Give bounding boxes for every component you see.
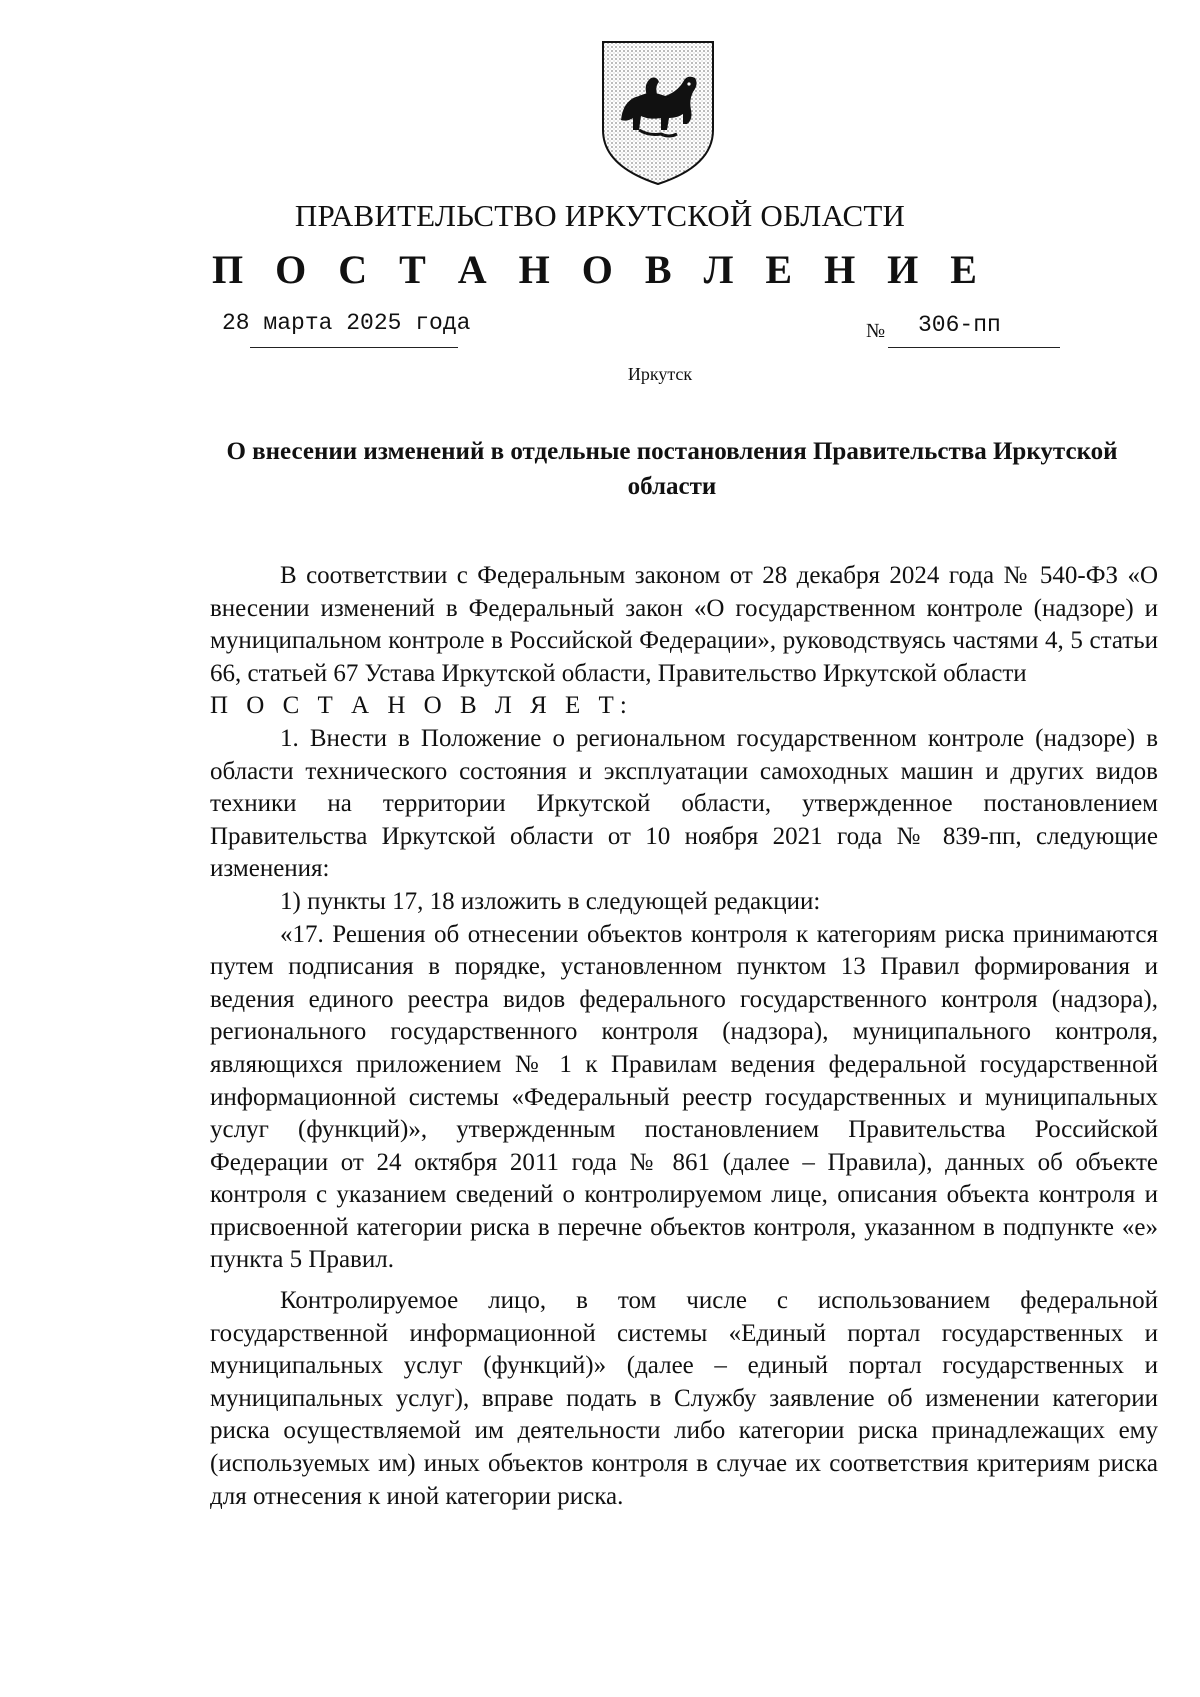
resolves-line: П О С Т А Н О В Л Я Е Т:	[210, 692, 633, 720]
document-number: 306-пп	[918, 312, 1001, 338]
controlled-person-paragraph: Контролируемое лицо, в том числе с использованием федеральной государственной информационной системы «Единый портал государственных и муниципальных услуг (функций)» (далее – единый портал государственных и муниципальных услуг), вправе подать в Службу заявление об изменении категории риска осуществляемой им деятельности либо категории риска принадлежащих ему (используемых им) иных объектов контроля в случае их соответствия критериям риска для отнесения к иной категории риска.	[210, 1287, 1158, 1510]
city-name: Иркутск	[627, 364, 693, 384]
document-title: О внесении изменений в отдельные постановления Правительства Иркутской области	[226, 438, 1118, 500]
authority-name: ПРАВИТЕЛЬСТВО ИРКУТСКОЙ ОБЛАСТИ	[294, 198, 906, 233]
document-type: П О С Т А Н О В Л Е Н И Е	[212, 247, 988, 292]
document-body	[210, 560, 1158, 1513]
preamble-paragraph: В соответствии с Федеральным законом от 28 декабря 2024 года № 540-ФЗ «О внесении изменений в Федеральный закон «О государственном контроле (надзоре) и муниципальном контроле в Российской Федерации», руководствуясь частями 4, 5 статьи 66, статьей 67 Устава Иркутской области, Правительство Иркутской области	[210, 562, 1158, 687]
point-17-paragraph: «17. Решения об отнесении объектов контроля к категориям риска принимаются путем подписания в порядке, установленном пунктом 13 Правил формирования и ведения единого реестра видов федерального государственного контроля (надзора), регионального государственного контроля (надзора), муниципального контроля, являющихся приложением № 1 к Правилам ведения федеральной государственной информационной системы «Федеральный реестр государственных и муниципальных услуг (функций)», утвержденным постановлением Правительства Российской Федерации от 24 октября 2011 года № 861 (далее – Правила), данных об объекте контроля с указанием сведений о контролируемом лице, описания объекта контроля и присвоенной категории риска в перечне объектов контроля, указанном в подпункте «е» пункта 5 Правил.	[210, 920, 1158, 1274]
document-date: 28 марта 2025 года	[222, 310, 471, 336]
date-underline	[250, 347, 458, 348]
sub-item-1-paragraph: 1) пункты 17, 18 изложить в следующей редакции:	[280, 887, 821, 915]
item-1-paragraph: 1. Внести в Положение о региональном государственном контроле (надзоре) в области технического состояния и эксплуатации самоходных машин и других видов техники на территории Иркутской области, утвержденное постановлением Правительства Иркутской области от 10 ноября 2021 года № 839-пп, следующие изменения:	[210, 724, 1158, 883]
coat-of-arms-icon	[599, 38, 717, 188]
number-underline	[888, 347, 1060, 348]
number-sign: №	[866, 320, 886, 342]
